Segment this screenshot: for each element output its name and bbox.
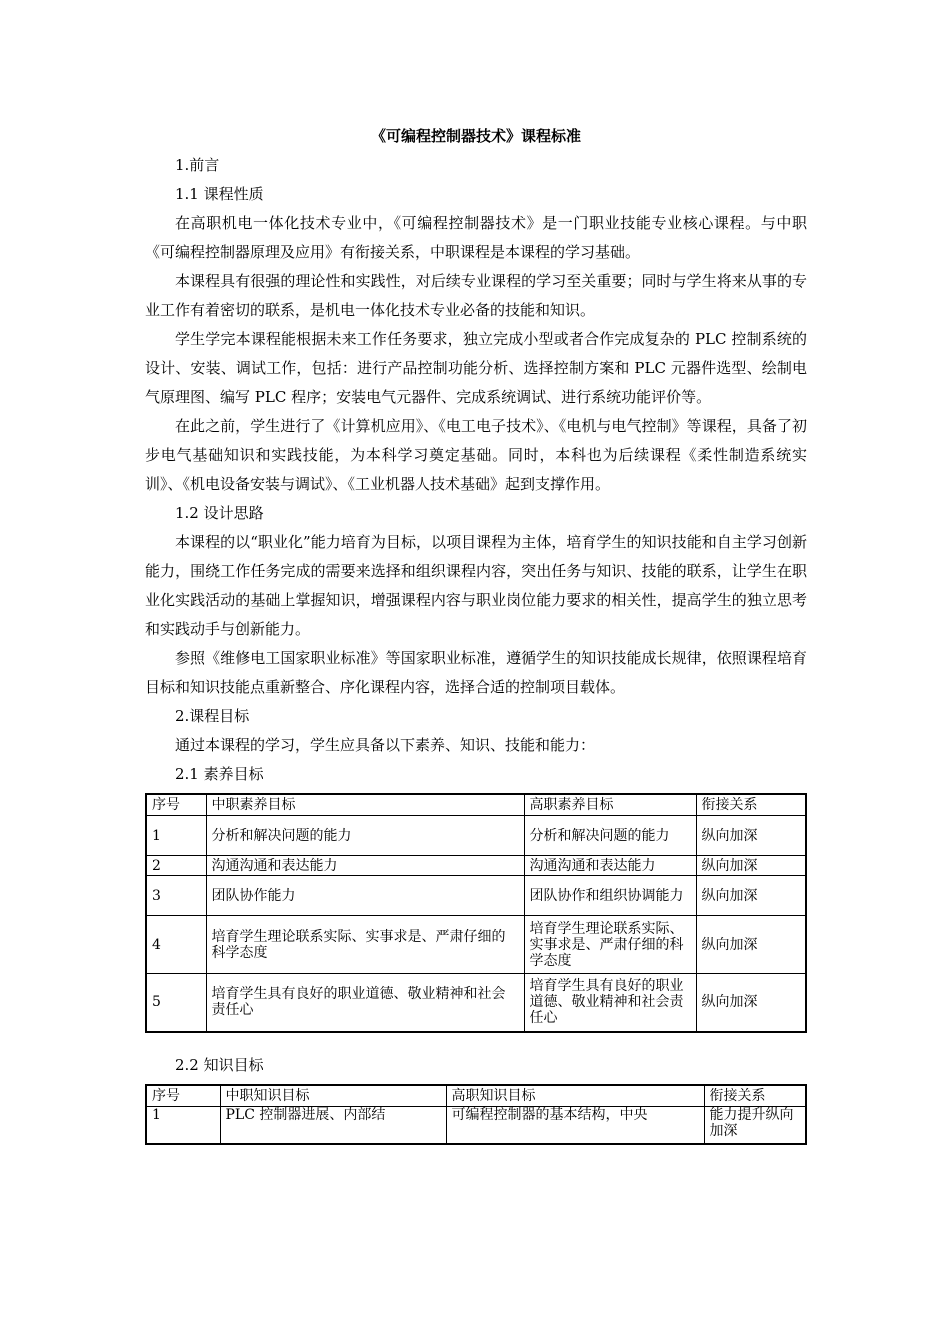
table-row [146,856,806,876]
table-header-cell: 衔接关系 [696,794,806,816]
table-cell: 分析和解决问题的能力 [206,816,524,856]
table-cell: 能力提升纵向加深 [704,1106,806,1144]
table-row [146,1106,806,1144]
table-cell: 可编程控制器的基本结构，中央 [446,1106,704,1144]
table-cell: 分析和解决问题的能力 [524,816,696,856]
paragraph: 在此之前，学生进行了《计算机应用》、《电工电子技术》、《电机与电气控制》等课程，具备了初步电气基础知识和实践技能，为本科学习奠定基础。同时，本科也为后续课程《柔性制造系统实训》、《机电设备安装与调试》、《工业机器人技术基础》起到支撑作用。 [145,417,807,493]
table-cell: PLC 控制器进展、内部结 [220,1106,446,1144]
table-header-cell: 中职知识目标 [220,1085,446,1107]
literacy-goals-table [145,793,807,1033]
table-row [146,916,806,974]
table-cell: 纵向加深 [696,816,806,856]
table-cell: 纵向加深 [696,974,806,1032]
section-heading-knowledge-goals: 2.2 知识目标 [175,1055,264,1074]
paragraph: 通过本课程的学习，学生应具备以下素养、知识、技能和能力： [175,736,596,754]
table-cell: 4 [146,916,206,974]
section-heading-goals: 2.课程目标 [175,707,250,725]
table-header-cell: 衔接关系 [704,1085,806,1107]
table-cell: 3 [146,876,206,916]
document-page [145,118,807,1145]
table-header-cell: 中职素养目标 [206,794,524,816]
paragraph: 在高职机电一体化技术专业中，《可编程控制器技术》是一门职业技能专业核心课程。与中职《可编程控制器原理及应用》有衔接关系，中职课程是本课程的学习基础。 [145,214,807,261]
table-cell: 纵向加深 [696,856,806,876]
table-row [146,876,806,916]
table-cell: 纵向加深 [696,916,806,974]
table-cell: 沟通沟通和表达能力 [206,856,524,876]
section-heading-preface: 1.前言 [175,156,220,174]
table-cell: 培育学生具有良好的职业道德、敬业精神和社会责任心 [206,974,524,1032]
table-cell: 团队协作和组织协调能力 [524,876,696,916]
table-cell: 1 [146,1106,220,1144]
table-cell: 培育学生具有良好的职业道德、敬业精神和社会责任心 [524,974,696,1032]
table-header-row [146,794,806,816]
table-cell: 沟通沟通和表达能力 [524,856,696,876]
table-cell: 2 [146,856,206,876]
table-row [146,974,806,1032]
table-header-cell: 序号 [146,794,206,816]
table-cell: 纵向加深 [696,876,806,916]
table-header-row [146,1085,806,1107]
paragraph: 学生学完本课程能根据未来工作任务要求，独立完成小型或者合作完成复杂的 PLC 控制系统的设计、安装、调试工作，包括：进行产品控制功能分析、选择控制方案和 PLC 元器件选型、绘制电气原理图、编写 PLC 程序；安装电气元器件、完成系统调试、进行系统功能评价等。 [145,330,807,406]
table-cell: 团队协作能力 [206,876,524,916]
table-row [146,816,806,856]
section-heading-design: 1.2 设计思路 [175,504,264,522]
table-cell: 1 [146,816,206,856]
table-cell: 培育学生理论联系实际、实事求是、严肃仔细的科学态度 [524,916,696,974]
paragraph: 本课程具有很强的理论性和实践性，对后续专业课程的学习至关重要；同时与学生将来从事的专业工作有着密切的联系，是机电一体化技术专业必备的技能和知识。 [145,272,807,319]
table-header-cell: 序号 [146,1085,220,1107]
document-title: 《可编程控制器技术》课程标准 [370,127,581,145]
table-cell: 培育学生理论联系实际、实事求是、严肃仔细的科学态度 [206,916,524,974]
table-header-cell: 高职素养目标 [524,794,696,816]
knowledge-goals-table [145,1084,807,1146]
section-heading-literacy-goals: 2.1 素养目标 [175,765,264,783]
table-cell: 5 [146,974,206,1032]
paragraph: 本课程的以“职业化”能力培育为目标，以项目课程为主体，培育学生的知识技能和自主学习创新能力，围绕工作任务完成的需要来选择和组织课程内容，突出任务与知识、技能的联系，让学生在职业化实践活动的基础上掌握知识，增强课程内容与职业岗位能力要求的相关性，提高学生的独立思考和实践动手与创新能力。 [145,533,807,638]
paragraph: 参照《维修电工国家职业标准》等国家职业标准，遵循学生的知识技能成长规律，依照课程培育目标和知识技能点重新整合、序化课程内容，选择合适的控制项目载体。 [145,649,807,696]
table-header-cell: 高职知识目标 [446,1085,704,1107]
section-heading-course-nature: 1.1 课程性质 [175,185,264,203]
